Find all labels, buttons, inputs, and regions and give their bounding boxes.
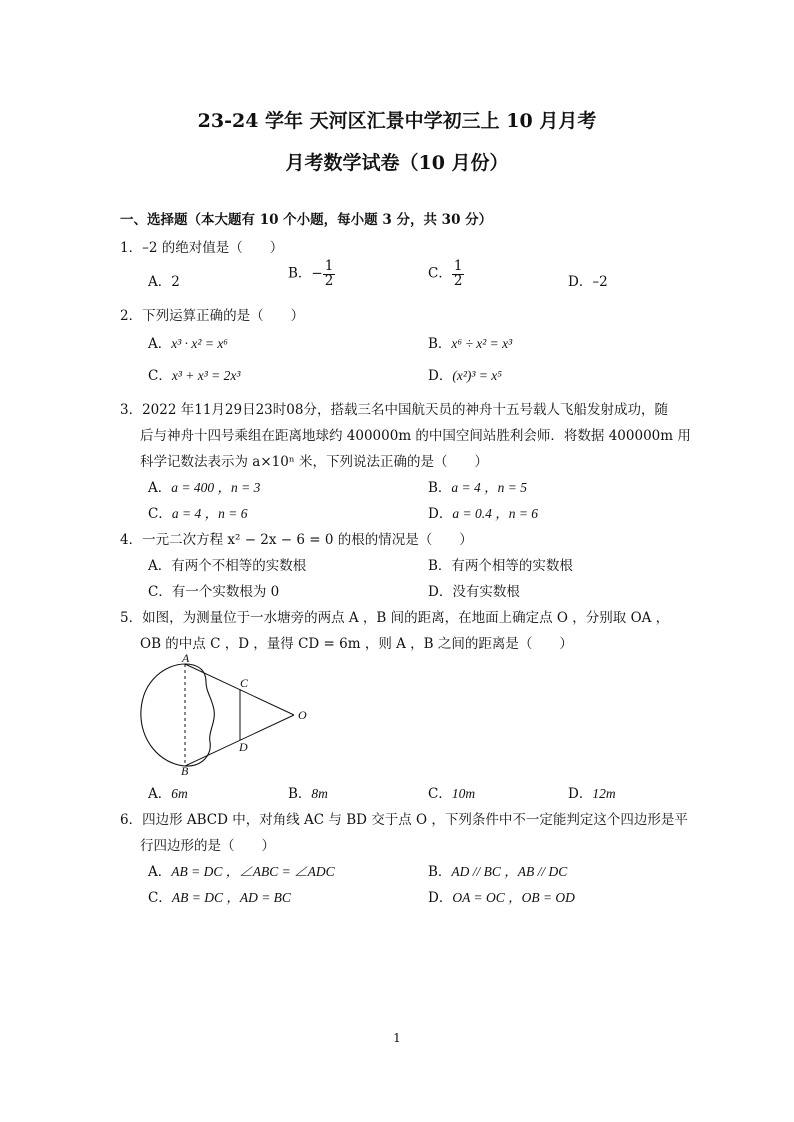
question-6-line-1: 6．四边形 ABCD 中，对角线 AC 与 BD 交于点 O ，下列条件中不一定能判定这个四边形是平 xyxy=(120,812,688,828)
q4-option-a: A．有两个不相等的实数根 xyxy=(148,558,307,574)
q3-option-c: C．a = 4 ，n = 6 xyxy=(148,506,248,522)
q2-option-a: A．x³ · x² = x⁶ xyxy=(148,336,228,352)
q5-option-b: B．8m xyxy=(288,786,328,802)
q1-option-b: B．− $\frac{1}{2}$ xyxy=(288,258,334,289)
q2-option-c: C．x³ + x³ = 2x³ xyxy=(148,368,241,384)
q3-option-d: D．a = 0.4 ，n = 6 xyxy=(428,506,539,522)
page-number: 1 xyxy=(393,1031,401,1045)
q5-option-a: A．6m xyxy=(148,786,188,802)
point-label-b: B xyxy=(181,764,189,776)
q6-option-d: D．OA = OC ，OB = OD xyxy=(428,890,575,906)
point-label-c: C xyxy=(240,676,249,690)
question-4-stem: 4．一元二次方程 x² − 2x − 6 = 0 的根的情况是（ ） xyxy=(120,532,473,548)
q1-option-d: D．–2 xyxy=(568,274,608,290)
point-label-a: A xyxy=(182,652,190,665)
q6-option-b: B．AD // BC ，AB // DC xyxy=(428,864,568,880)
fraction: $\frac{1}{2}$ xyxy=(324,258,334,289)
question-5-line-1: 5．如图，为测量位于一水塘旁的两点 A ，B 间的距离，在地面上确定点 O ，分别取 OA ， xyxy=(120,610,670,626)
q5-option-d: D．12m xyxy=(568,786,616,802)
q1-option-c: C． $\frac{1}{2}$ xyxy=(428,258,463,289)
question-5-line-2: OB 的中点 C ，D ，量得 CD = 6m ，则 A ，B 之间的距离是（ ） xyxy=(140,636,573,652)
q4-option-b: B．有两个相等的实数根 xyxy=(428,558,573,574)
q5-option-c: C．10m xyxy=(428,786,476,802)
q4-option-c: C．有一个实数根为 0 xyxy=(148,584,280,600)
q6-option-c: C．AB = DC ，AD = BC xyxy=(148,890,291,906)
fraction: $\frac{1}{2}$ xyxy=(453,258,463,289)
point-label-d: D xyxy=(239,740,248,754)
question-3-line-3: 科学记数法表示为 a×10ⁿ 米，下列说法正确的是（ ） xyxy=(140,454,488,470)
question-3-line-2: 后与神舟十四号乘组在距离地球约 400000m 的中国空间站胜利会师．将数据 400000m 用 xyxy=(140,428,691,444)
q3-option-a: A．a = 400 ，n = 3 xyxy=(148,480,261,496)
q6-option-a: A．AB = DC ，∠ABC = ∠ADC xyxy=(148,864,335,880)
question-3-line-1: 3．2022 年11月29日23时08分，搭载三名中国航天员的神舟十五号载人飞船发射成功，随 xyxy=(120,402,668,418)
exam-subtitle: 月考数学试卷（10 月份） xyxy=(285,152,509,174)
q2-option-d: D．(x²)³ = x⁵ xyxy=(428,368,502,384)
q2-option-b: B．x⁶ ÷ x² = x³ xyxy=(428,336,513,352)
exam-title: 23-24 学年 天河区汇景中学初三上 10 月月考 xyxy=(197,110,597,132)
question-2-stem: 2．下列运算正确的是（ ） xyxy=(120,308,305,324)
question-1-stem: 1．–2 的绝对值是（ ） xyxy=(120,240,284,256)
section-heading: 一、选择题（本大题有 10 个小题，每小题 3 分，共 30 分） xyxy=(120,212,493,228)
q3-option-b: B．a = 4 ，n = 5 xyxy=(428,480,528,496)
point-label-o: O xyxy=(298,708,307,722)
pond-outline xyxy=(141,664,214,766)
q4-option-d: D．没有实数根 xyxy=(428,584,520,600)
pond-figure xyxy=(136,652,316,776)
question-6-line-2: 行四边形的是（ ） xyxy=(140,838,275,854)
q1-option-a: A．2 xyxy=(148,274,180,290)
